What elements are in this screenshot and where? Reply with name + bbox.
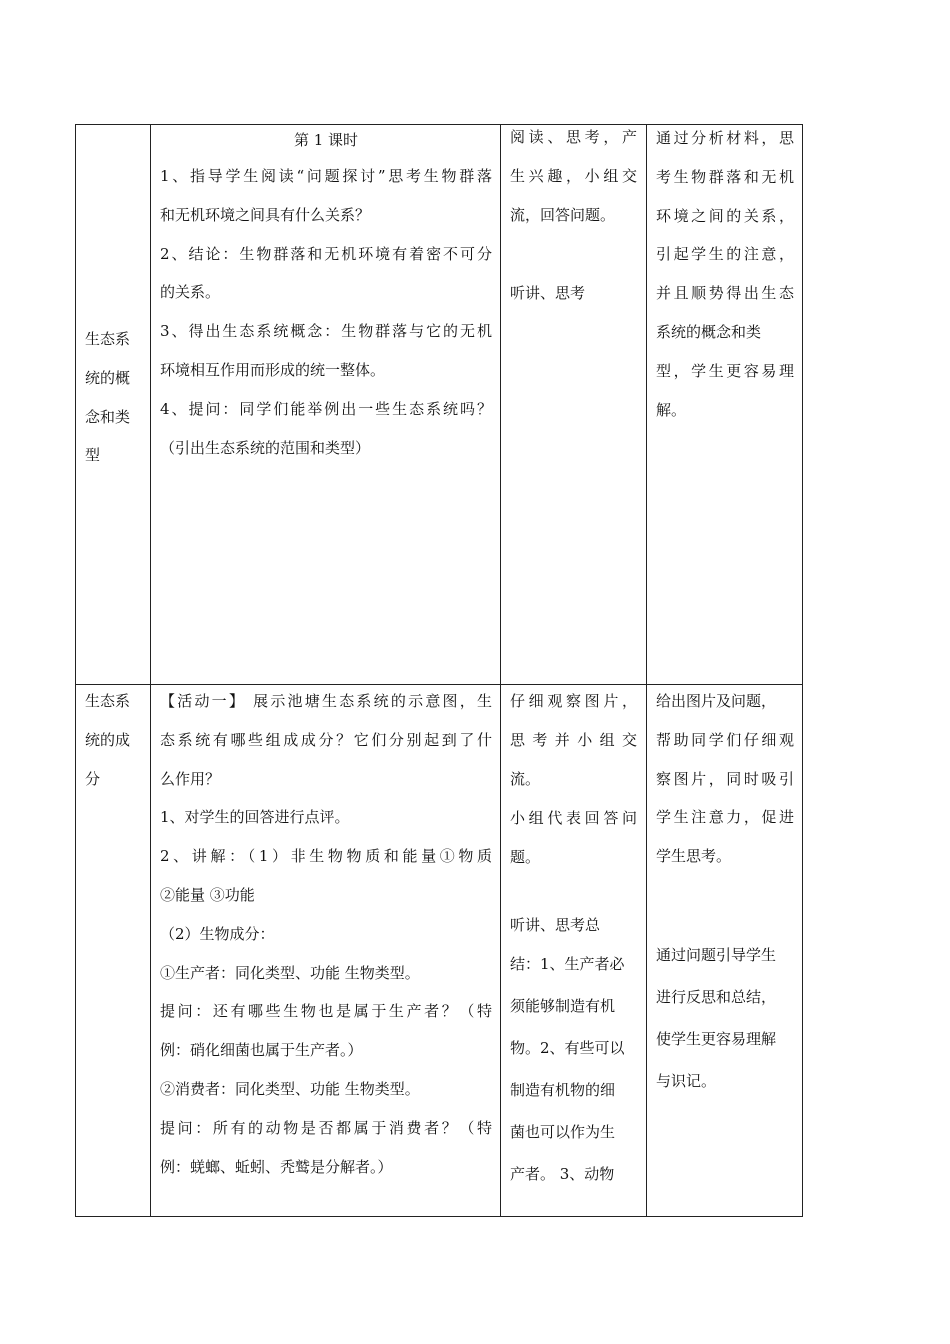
student-line: 思考并小组交 (510, 731, 637, 749)
topic-line: 统的概 (85, 368, 131, 387)
row2-student-cell (501, 682, 646, 1195)
teacher-line: 例：硝化细菌也属于生产者。） (160, 1041, 363, 1060)
intent-line: 环境之间的关系， (656, 206, 794, 225)
student-line: 小组代表回答问 (510, 809, 637, 827)
teacher-line: ①生产者：同化类型、功能 生物类型。 (160, 963, 420, 982)
topic-line: 念和类 (85, 407, 131, 426)
row2-topic-cell (76, 682, 150, 798)
teacher-line: 么作用？ (160, 769, 221, 788)
student-line: 仔细观察图片， (510, 692, 637, 710)
intent-line: 系统的概念和类 (656, 322, 762, 341)
intent-line: 察图片，同时吸引 (656, 769, 794, 788)
row1-teacher-cell (151, 127, 500, 467)
row2-intent-cell (647, 682, 802, 1102)
spacer (510, 877, 637, 907)
intent-line: 通过问题引导学生 (656, 945, 777, 964)
intent-line: 引起学生的注意， (656, 245, 794, 264)
row1-topic-cell (76, 320, 150, 475)
teacher-line: 【活动一】 展示池塘生态系统的示意图，生 (160, 692, 492, 710)
teacher-line: ②能量 ③功能 (160, 885, 255, 904)
intent-line: 帮助同学们仔细观 (656, 730, 794, 749)
row2-teacher-cell (151, 682, 500, 1186)
intent-line: 型，学生更容易理 (656, 361, 794, 380)
teacher-line: 和无机环境之间具有什么关系？ (160, 205, 371, 224)
intent-line: 并且顺势得出生态 (656, 284, 794, 303)
student-line: 题。 (510, 848, 541, 866)
teacher-line: 2、结论：生物群落和无机环境有着密不可分 (160, 244, 492, 263)
intent-line: 给出图片及问题， (656, 692, 777, 710)
topic-line: 分 (85, 769, 101, 788)
intent-line: 学生思考。 (656, 847, 732, 866)
student-line: 物。2、有些可以 (510, 1039, 625, 1057)
student-line: 流，回答问题。 (510, 206, 616, 224)
teacher-line: 提问：还有哪些生物也是属于生产者？（特 (160, 1002, 492, 1021)
intent-line: 解。 (656, 400, 687, 419)
student-line: 听讲、思考 (510, 283, 586, 302)
student-line: 流。 (510, 770, 541, 788)
lesson-plan-table (75, 124, 803, 1217)
teacher-line: 提问：所有的动物是否都属于消费者？（特 (160, 1118, 492, 1137)
student-line: 菌也可以作为生 (510, 1123, 616, 1141)
row1-intent-cell (647, 119, 802, 429)
teacher-line: ②消费者：同化类型、功能 生物类型。 (160, 1079, 420, 1098)
intent-line: 学生注意力，促进 (656, 808, 794, 827)
student-line: 产者。 3、动物 (510, 1165, 615, 1183)
student-line: 结：1、生产者必 (510, 955, 625, 973)
teacher-line: 例：蜣螂、蚯蚓、秃鹫是分解者。） (160, 1157, 393, 1176)
row1-student-cell (501, 118, 646, 313)
student-line: 听讲、思考总 (510, 916, 601, 934)
spacer (656, 876, 794, 934)
intent-line: 与识记。 (656, 1071, 717, 1090)
spacer (510, 235, 637, 274)
topic-line: 型 (85, 446, 101, 465)
student-line: 须能够制造有机 (510, 997, 616, 1015)
student-line: 生兴趣，小组交 (510, 167, 637, 185)
student-line: 阅读、思考，产 (510, 128, 637, 146)
intent-line: 考生物群落和无机 (656, 167, 794, 186)
intent-line: 使学生更容易理解 (656, 1029, 777, 1048)
teacher-line: 的关系。 (160, 283, 221, 302)
student-line: 制造有机物的细 (510, 1081, 616, 1099)
intent-line: 通过分析材料，思 (656, 129, 794, 147)
teacher-line: 2、讲解：（1）非生物物质和能量①物质 (160, 847, 492, 866)
teacher-line: （2）生物成分： (160, 924, 275, 943)
lesson-period: 第 1 课时 (293, 131, 359, 149)
teacher-line: 1、对学生的回答进行点评。 (160, 808, 350, 827)
teacher-line: 3、得出生态系统概念：生物群落与它的无机 (160, 322, 492, 341)
teacher-line: 1、指导学生阅读“问题探讨”思考生物群落 (160, 167, 492, 185)
teacher-line: 环境相互作用而形成的统一整体。 (160, 360, 386, 379)
topic-line: 统的成 (85, 730, 131, 749)
intent-line: 进行反思和总结， (656, 987, 777, 1006)
topic-line: 生态系 (85, 692, 131, 710)
teacher-line: 4、提问：同学们能举例出一些生态系统吗？ (160, 399, 492, 418)
teacher-line: 态系统有哪些组成成分？它们分别起到了什 (160, 730, 492, 749)
teacher-line: （引出生态系统的范围和类型） (160, 438, 371, 457)
topic-line: 生态系 (85, 330, 131, 348)
